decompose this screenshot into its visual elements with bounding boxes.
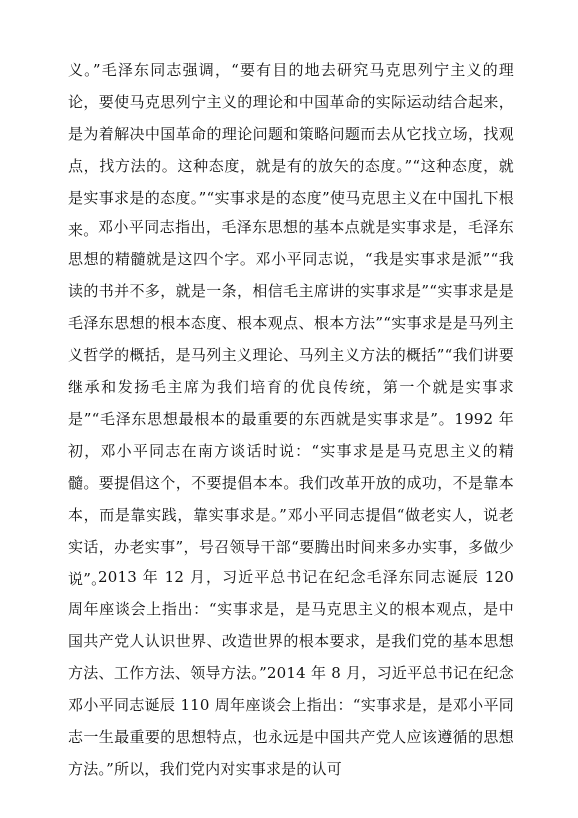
paragraph-2-text: 邓小平同志指出，毛泽东思想的基本点就是实事求是，毛泽东思想的精髓就是这四个字。邓小平同志说，“我是实事求是派”“我读的书并不多，就是一条，相信毛主席讲的实事求是”“实事求是是毛泽东思想的根本态度、根本观点、根本方法”“实事求是是马列主义哲学的概括，是马列主义理论、马列主义方法的概括”“我们讲要继承和发扬毛主席为我们培育的优良传统，第一个就是实事求是”“毛泽东思想最根本的最重要的东西就是实事求是”。1992 年初，邓小平同志在南方谈话时说：“实事求是是马克思主义的精髓。要提倡这个，不要提倡本本。我们改革开放的成功，不是靠本本，而是靠实践，靠实事求是。”邓小平同志提倡“做老实人，说老实话，办老实事”，号召领导干部“要腾出时间来多办实事，多做少说”。	[68, 218, 514, 588]
paragraph-3	[68, 561, 514, 785]
paragraph-3-text: 2013 年 12 月，习近平总书记在纪念毛泽东同志诞辰 120 周年座谈会上指出：“实事求是，是马克思主义的根本观点，是中国共产党人认识世界、改造世界的根本要求，是我们党的基本思想方法、工作方法、领导方法。”2014 年 8 月，习近平总书记在纪念邓小平同志诞辰 110 周年座谈会上指出：“实事求是，是邓小平同志一生最重要的思想特点，也永远是中国共产党人应该遵循的思想方法。”所以，我们党内对实事求是的认可	[68, 568, 514, 778]
paragraph-1-text: 义。”毛泽东同志强调，“要有目的地去研究马克思列宁主义的理论，要使马克思列宁主义的理论和中国革命的实际运动结合起来，是为着解决中国革命的理论问题和策略问题而去从它找立场，找观点，找方法的。这种态度，就是有的放矢的态度。”“这种态度，就是实事求是的态度。”“实事求是的态度”使马克思主义在中国扎下根来。	[68, 61, 514, 239]
paragraph-2	[68, 211, 514, 595]
